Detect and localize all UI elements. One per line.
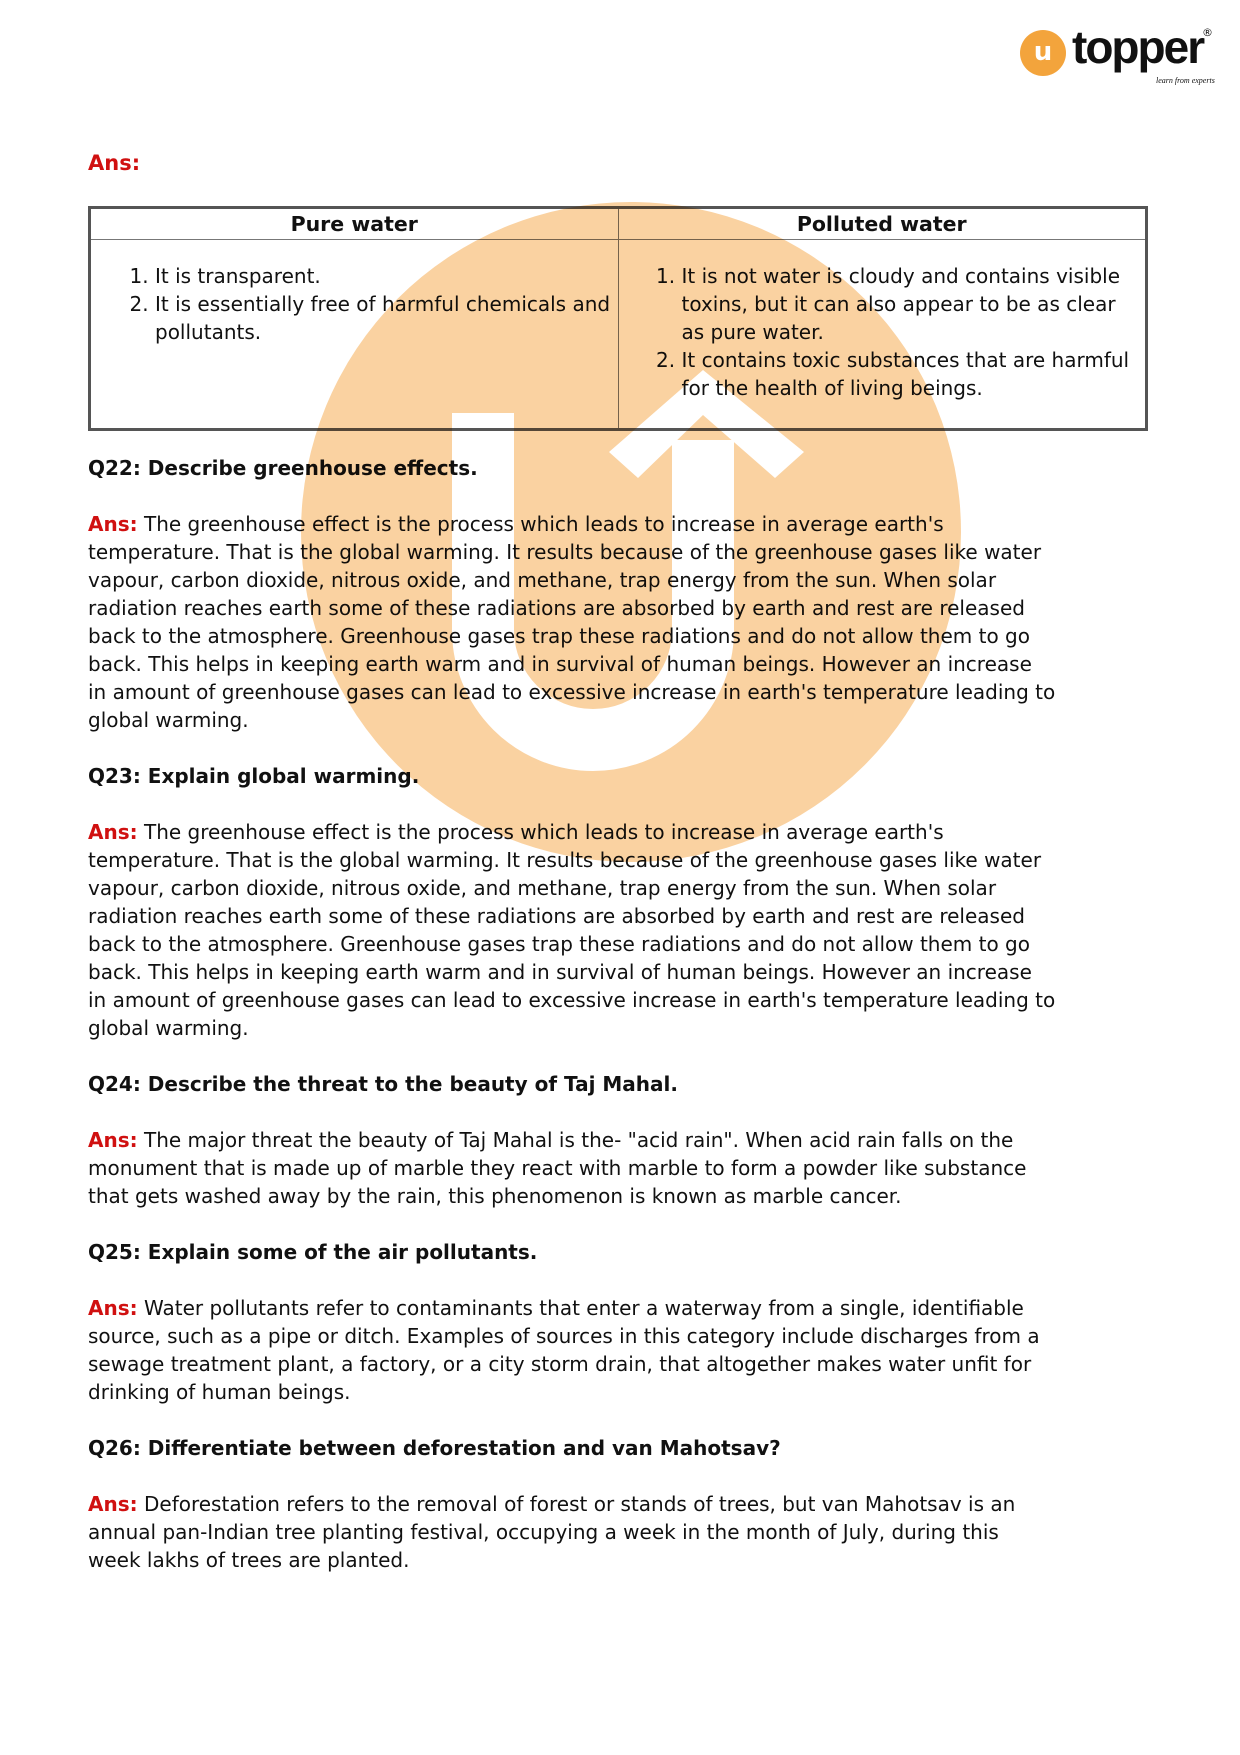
- answer-label: Ans:: [88, 1492, 138, 1516]
- answer-line: [88, 1182, 1168, 1210]
- list-item: 2. It is essentially free of harmful chemicals and pollutants.: [155, 290, 612, 346]
- answer-text: week lakhs of trees are planted.: [88, 1548, 410, 1572]
- answer-text: monument that is made up of marble they react with marble to form a powder like substance: [88, 1156, 1027, 1180]
- logo-mark-icon: u: [1020, 30, 1066, 76]
- answer-line: [88, 510, 1168, 538]
- answer-text: back. This helps in keeping earth warm and in survival of human beings. However an increase: [88, 652, 1032, 676]
- answer-paragraph: [88, 1126, 1168, 1210]
- answer-text: Deforestation refers to the removal of forest or stands of trees, but van Mahotsav is an: [137, 1492, 1016, 1516]
- answer-text: temperature. That is the global warming. It results because of the greenhouse gases like water: [88, 540, 1042, 564]
- question-heading: Q22: Describe greenhouse effects.: [88, 456, 478, 480]
- answer-line: [88, 1154, 1168, 1182]
- answer-text: radiation reaches earth some of these radiations are absorbed by earth and rest are released: [88, 596, 1025, 620]
- answer-line: [88, 958, 1168, 986]
- answer-text: back. This helps in keeping earth warm and in survival of human beings. However an increase: [88, 960, 1032, 984]
- answer-text: The greenhouse effect is the process which leads to increase in average earth's: [137, 512, 944, 536]
- answer-line: [88, 930, 1168, 958]
- questions-section: [88, 454, 1168, 1602]
- list-item: 1. It is transparent.: [155, 262, 612, 290]
- answer-line: [88, 538, 1168, 566]
- answer-line: [88, 650, 1168, 678]
- answer-text: drinking of human beings.: [88, 1380, 351, 1404]
- header-polluted-water: Polluted water: [618, 208, 1147, 240]
- answer-text: back to the atmosphere. Greenhouse gases trap these radiations and do not allow them to go: [88, 624, 1030, 648]
- answer-line: [88, 1546, 1168, 1574]
- answer-label: Ans:: [88, 1296, 138, 1320]
- answer-line: [88, 1350, 1168, 1378]
- answer-line: [88, 1294, 1168, 1322]
- answer-line: [88, 1518, 1168, 1546]
- answer-line: [88, 818, 1168, 846]
- answer-text: Water pollutants refer to contaminants that enter a waterway from a single, identifiable: [137, 1296, 1024, 1320]
- comparison-table: [88, 206, 1148, 431]
- answer-line: [88, 874, 1168, 902]
- answer-text: The major threat the beauty of Taj Mahal is the- "acid rain". When acid rain falls on the: [137, 1128, 1014, 1152]
- answer-label: Ans:: [88, 151, 141, 175]
- question-heading: Q23: Explain global warming.: [88, 764, 420, 788]
- answer-label: Ans:: [88, 820, 138, 844]
- answer-line: [88, 1490, 1168, 1518]
- answer-paragraph: [88, 818, 1168, 1042]
- question-heading: Q25: Explain some of the air pollutants.: [88, 1240, 538, 1264]
- answer-text: global warming.: [88, 1016, 249, 1040]
- header-pure-water: Pure water: [90, 208, 619, 240]
- logo-tagline: learn from experts: [1156, 76, 1215, 85]
- answer-line: [88, 1378, 1168, 1406]
- answer-line: [88, 678, 1168, 706]
- logo-name: topper: [1072, 21, 1204, 73]
- answer-text: global warming.: [88, 708, 249, 732]
- answer-text: sewage treatment plant, a factory, or a city storm drain, that altogether makes water unfit for: [88, 1352, 1032, 1376]
- answer-text: vapour, carbon dioxide, nitrous oxide, and methane, trap energy from the sun. When solar: [88, 568, 997, 592]
- answer-text: annual pan-Indian tree planting festival, occupying a week in the month of July, during this: [88, 1520, 999, 1544]
- polluted-water-cell: [618, 240, 1147, 430]
- brand-logo: [1020, 21, 1220, 86]
- answer-label: Ans:: [88, 1128, 138, 1152]
- answer-text: back to the atmosphere. Greenhouse gases trap these radiations and do not allow them to go: [88, 932, 1030, 956]
- logo-registered: ®: [1202, 26, 1213, 39]
- answer-text: source, such as a pipe or ditch. Examples of sources in this category include discharges from a: [88, 1324, 1040, 1348]
- answer-paragraph: [88, 1490, 1168, 1574]
- answer-text: temperature. That is the global warming. It results because of the greenhouse gases like water: [88, 848, 1042, 872]
- question-heading: Q24: Describe the threat to the beauty of Taj Mahal.: [88, 1072, 678, 1096]
- question-heading: Q26: Differentiate between deforestation and van Mahotsav?: [88, 1436, 781, 1460]
- answer-paragraph: [88, 510, 1168, 734]
- answer-line: [88, 706, 1168, 734]
- answer-paragraph: [88, 1294, 1168, 1406]
- answer-text: in amount of greenhouse gases can lead to excessive increase in earth's temperature leading to: [88, 988, 1056, 1012]
- answer-text: in amount of greenhouse gases can lead to excessive increase in earth's temperature leading to: [88, 680, 1056, 704]
- answer-line: [88, 902, 1168, 930]
- answer-text: vapour, carbon dioxide, nitrous oxide, and methane, trap energy from the sun. When solar: [88, 876, 997, 900]
- answer-text: that gets washed away by the rain, this phenomenon is known as marble cancer.: [88, 1184, 902, 1208]
- answer-line: [88, 1126, 1168, 1154]
- list-item: 2. It contains toxic substances that are harmful for the health of living beings.: [682, 346, 1144, 402]
- answer-line: [88, 1322, 1168, 1350]
- answer-text: The greenhouse effect is the process which leads to increase in average earth's: [137, 820, 944, 844]
- answer-line: [88, 566, 1168, 594]
- pure-water-cell: [90, 240, 619, 430]
- answer-line: [88, 986, 1168, 1014]
- list-item: 1. It is not water is cloudy and contains visible toxins, but it can also appear to be as clear as pure water.: [682, 262, 1144, 346]
- answer-line: [88, 622, 1168, 650]
- answer-line: [88, 846, 1168, 874]
- answer-text: radiation reaches earth some of these radiations are absorbed by earth and rest are released: [88, 904, 1025, 928]
- answer-label: Ans:: [88, 512, 138, 536]
- answer-line: [88, 1014, 1168, 1042]
- answer-line: [88, 594, 1168, 622]
